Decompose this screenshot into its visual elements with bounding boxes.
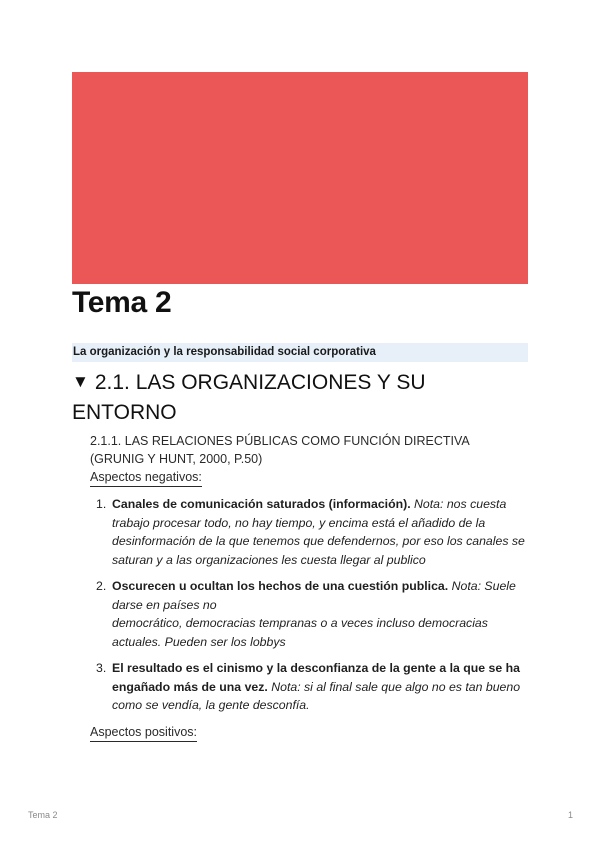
list-number: 3. [96,661,107,675]
list-item [90,577,526,651]
property-value: La organización y la responsabilidad social corporativa [73,346,376,358]
negative-aspects-list [90,495,526,715]
negative-aspects-label: Aspectos negativos: [90,469,202,487]
page-number: 1 [568,810,574,820]
list-number: 1. [96,497,107,511]
item-note-text: Nota: Suele darse en países no [112,579,516,612]
subheading: 2.1.1. LAS RELACIONES PÚBLICAS COMO FUNCIÓN DIRECTIVA (GRUNIG Y HUNT, 2000, P.50) [90,434,470,466]
toggle-content [90,432,526,742]
list-number: 2. [96,579,107,593]
positive-aspects-label: Aspectos positivos: [90,724,197,742]
item-bold-text: Oscurecen u ocultan los hechos de una cuestión publica. [112,579,449,593]
toggle-heading[interactable] [72,368,512,427]
property-row [72,343,528,362]
page-cover [72,72,528,284]
footer-title: Tema 2 [28,810,58,820]
toggle-heading-text: 2.1. LAS ORGANIZACIONES Y SU ENTORNO [72,371,426,424]
list-item [90,659,526,715]
page-title: Tema 2 [72,286,172,319]
item-note-continuation: democrático, democracias tempranas o a veces incluso democracias actuales. Pueden ser los lobbys [112,616,488,649]
list-item [90,495,526,569]
toggle-arrow-icon[interactable]: ▼ [72,372,89,391]
item-note-text: Nota: si al final sale que algo no es tan bueno como se vendía, la gente desconfía. [112,679,521,712]
item-bold-text: El resultado es el cinismo y la desconfianza de la gente a la que se ha engañado más de una vez. [112,661,520,694]
item-bold-text: Canales de comunicación saturados (información). [112,497,411,511]
positive-aspects-wrap [90,723,526,742]
item-note-text: Nota: nos cuesta trabajo procesar todo, no hay tiempo, y encima está el añadido de la desinformación de la que tenemos que defendernos, por eso los canales se saturan y a las organizaciones les cuesta llegar al publico [112,497,525,567]
